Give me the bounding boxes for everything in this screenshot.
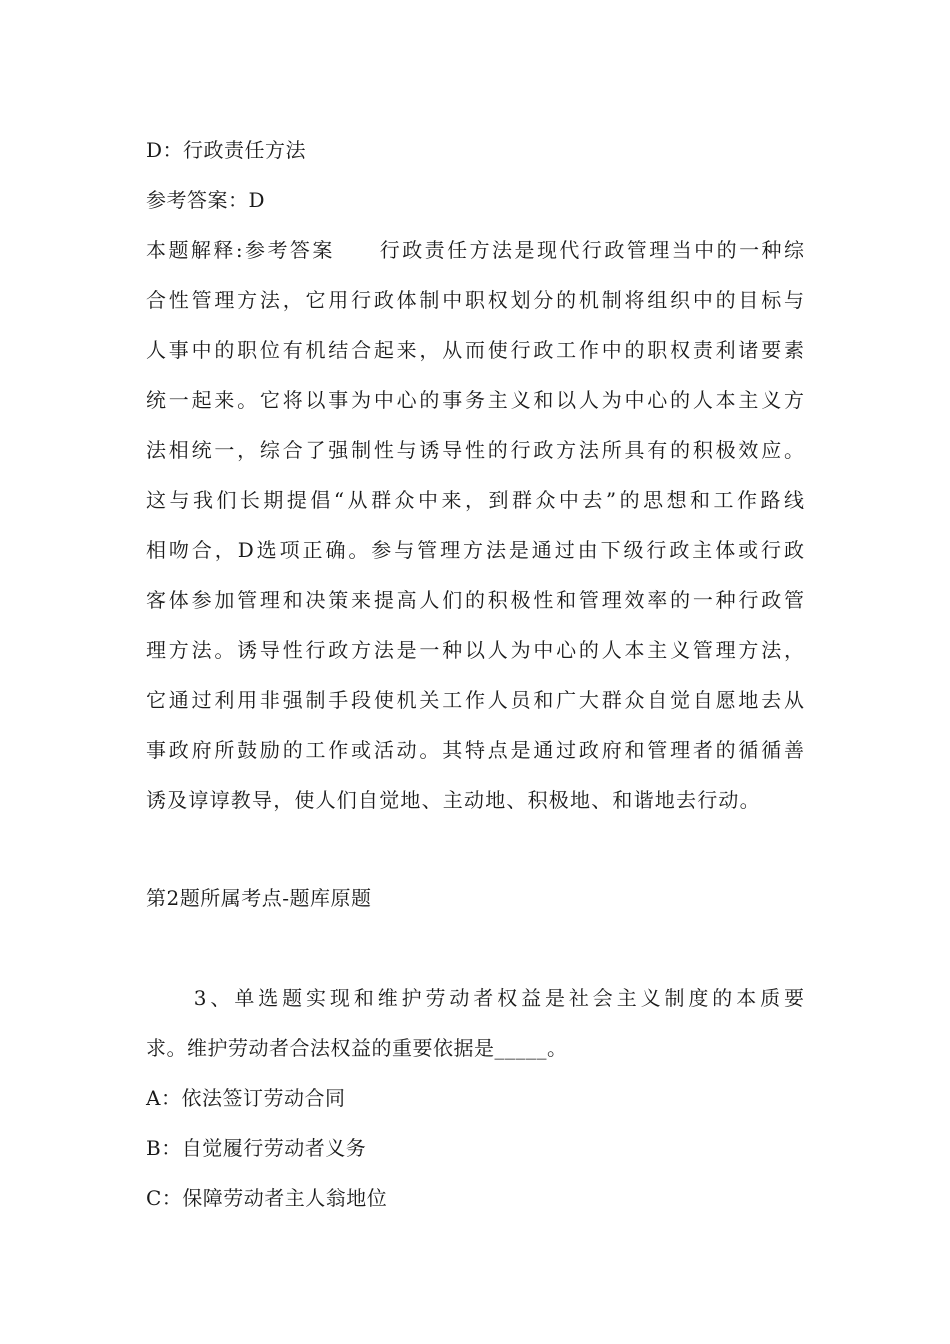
- explanation-line: 这与我们长期提倡“从群众中来，到群众中去”的思想和工作路线: [146, 488, 804, 512]
- explanation-line: 诱及谆谆教导，使人们自觉地、主动地、积极地、和谐地去行动。: [146, 788, 761, 812]
- question-stem-line: 3、单选题实现和维护劳动者权益是社会主义制度的本质要: [146, 986, 804, 1010]
- reference-answer: 参考答案：D: [146, 188, 266, 212]
- option-b: B：自觉履行劳动者义务: [146, 1136, 367, 1160]
- explanation-line: 相吻合，D选项正确。参与管理方法是通过由下级行政主体或行政: [146, 538, 804, 562]
- explanation-line: 法相统一，综合了强制性与诱导性的行政方法所具有的积极效应。: [146, 438, 804, 462]
- explanation-line: 客体参加管理和决策来提高人们的积极性和管理效率的一种行政管: [146, 588, 804, 612]
- explanation-line: 理方法。诱导性行政方法是一种以人为中心的人本主义管理方法，: [146, 638, 804, 662]
- option-c: C：保障劳动者主人翁地位: [146, 1186, 388, 1210]
- explanation-line: 它通过利用非强制手段使机关工作人员和广大群众自觉自愿地去从: [146, 688, 804, 712]
- explanation-line: 人事中的职位有机结合起来，从而使行政工作中的职权责利诸要素: [146, 338, 804, 362]
- question-stem-line: 求。维护劳动者合法权益的重要依据是_____。: [146, 1036, 568, 1060]
- option-a: A：依法签订劳动合同: [146, 1086, 346, 1110]
- explanation-line: 统一起来。它将以事为中心的事务主义和以人为中心的人本主义方: [146, 388, 804, 412]
- exam-point-label: 第2题所属考点-题库原题: [146, 886, 372, 910]
- explanation-line: 事政府所鼓励的工作或活动。其特点是通过政府和管理者的循循善: [146, 738, 804, 762]
- explanation-line: 合性管理方法，它用行政体制中职权划分的机制将组织中的目标与: [146, 288, 804, 312]
- explanation-line: 本题解释:参考答案 行政责任方法是现代行政管理当中的一种综: [146, 238, 804, 262]
- option-d: D：行政责任方法: [146, 138, 307, 162]
